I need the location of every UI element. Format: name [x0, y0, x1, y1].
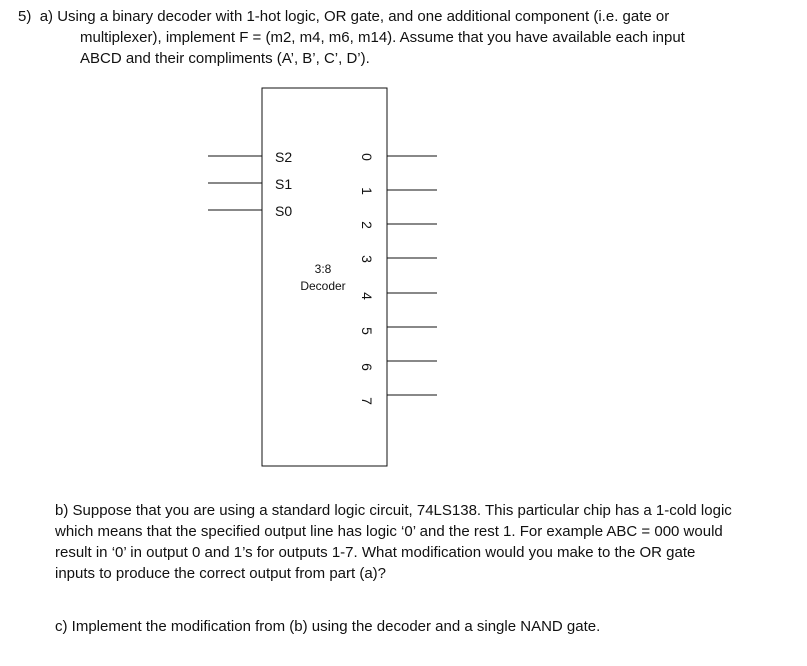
input-label-s0: S0 — [275, 203, 293, 219]
input-label-s1: S1 — [275, 176, 293, 192]
output-label-1: 1 — [359, 187, 375, 195]
decoder-label-name: Decoder — [300, 279, 346, 293]
output-label-7: 7 — [359, 397, 375, 405]
output-label-6: 6 — [359, 363, 375, 371]
output-label-2: 2 — [359, 221, 375, 229]
question-a-text-1: a) Using a binary decoder with 1-hot logic, OR gate, and one additional component (i.e. gate or — [39, 8, 670, 25]
output-label-0: 0 — [359, 153, 375, 161]
question-b — [55, 500, 732, 584]
output-label-3: 3 — [359, 255, 375, 263]
decoder-label-ratio: 3:8 — [314, 262, 332, 276]
question-a-line-3: ABCD and their compliments (A’, B’, C’, D’). — [80, 50, 370, 67]
question-b-line-2: which means that the specified output line has logic ‘0’ and the rest 1. For example ABC = 000 would — [55, 523, 723, 540]
question-number: 5) — [18, 8, 32, 25]
output-label-5: 5 — [359, 327, 375, 335]
question-b-line-3: result in ‘0’ in output 0 and 1’s for outputs 1-7. What modification would you make to the OR gate — [55, 544, 696, 561]
question-a-line-2: multiplexer), implement F = (m2, m4, m6, m14). Assume that you have available each input — [80, 29, 685, 46]
output-label-4: 4 — [359, 292, 375, 300]
question-b-line-4: inputs to produce the correct output from part (a)? — [55, 565, 387, 582]
input-label-s2: S2 — [275, 149, 293, 165]
question-c — [55, 616, 600, 637]
decoder-box — [262, 88, 387, 466]
question-b-line-1: b) Suppose that you are using a standard logic circuit, 74LS138. This particular chip has a 1-cold logic — [55, 502, 732, 519]
question-c-line-1: c) Implement the modification from (b) using the decoder and a single NAND gate. — [55, 618, 601, 635]
